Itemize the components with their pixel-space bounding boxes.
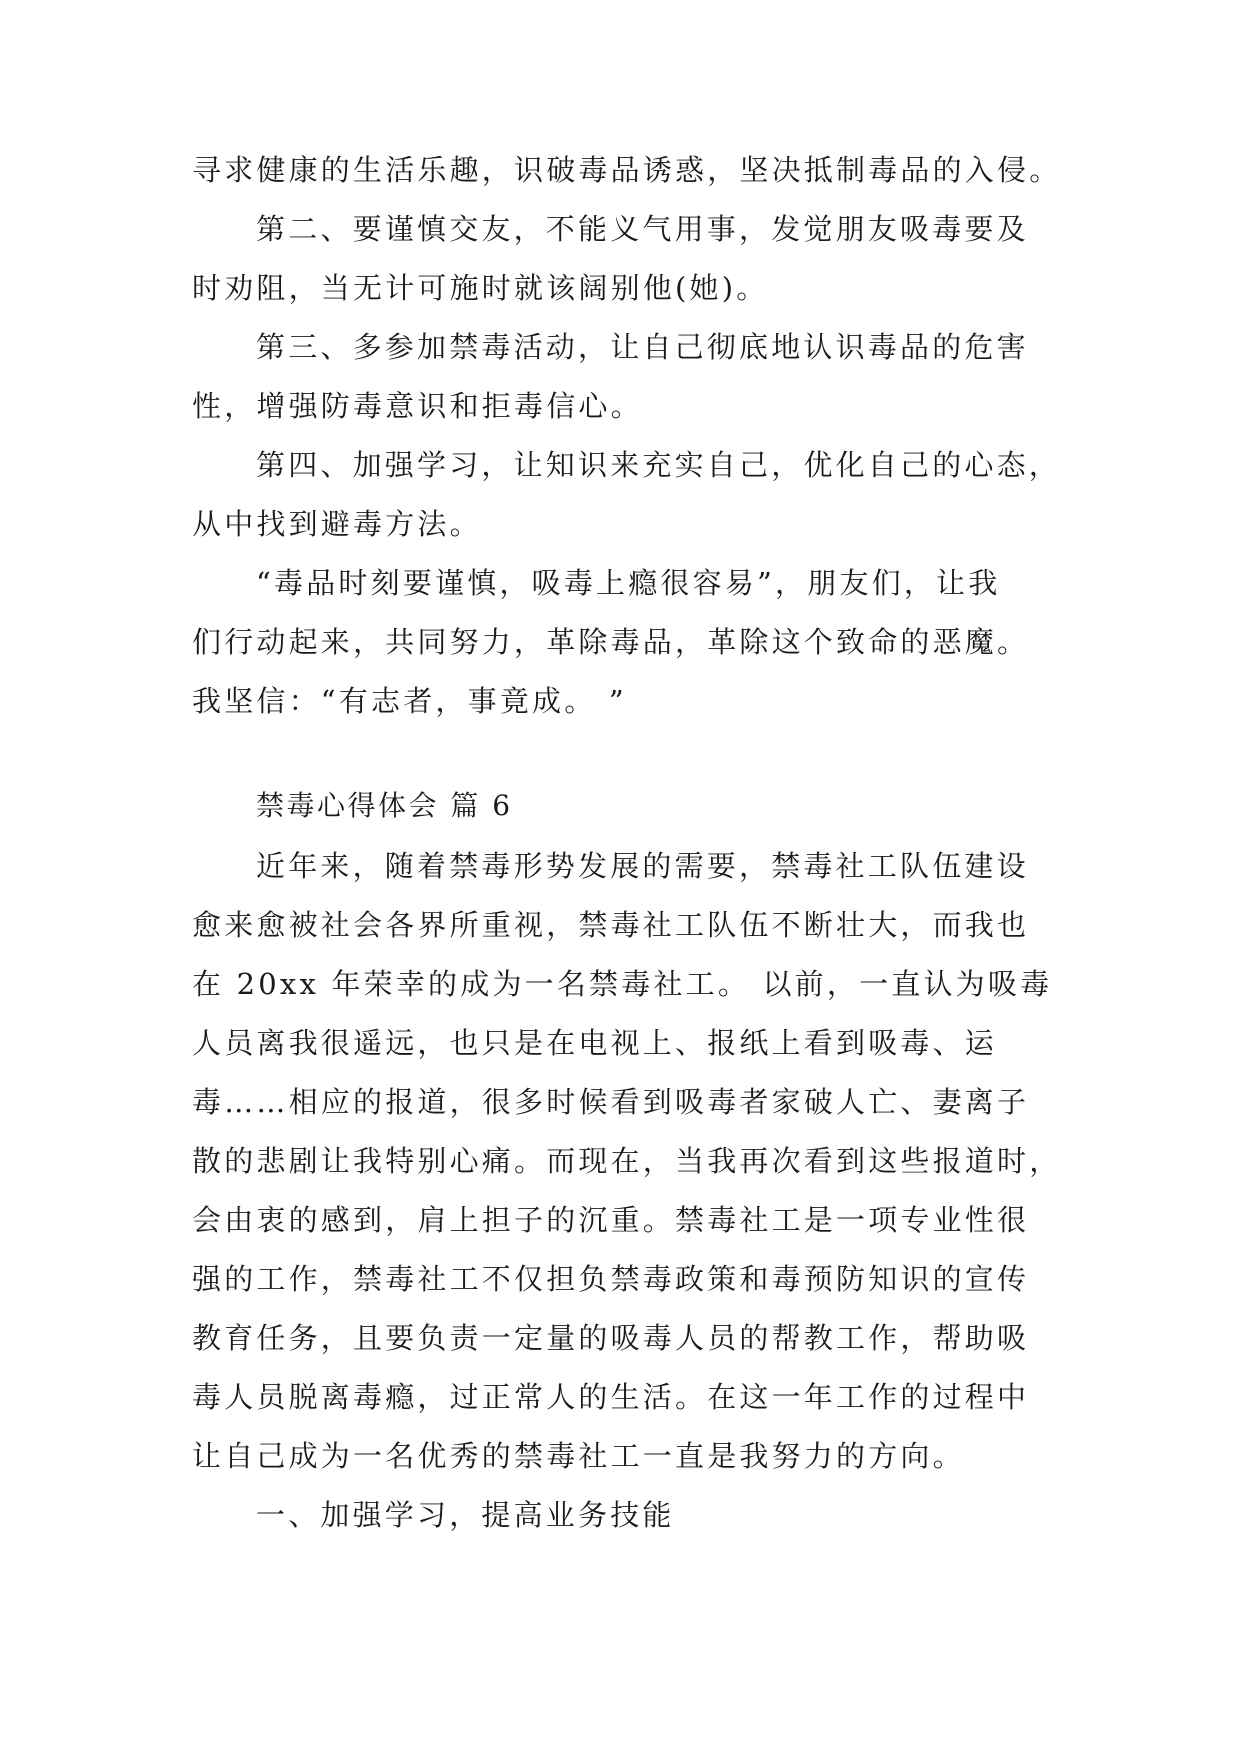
text-line: 愈来愈被社会各界所重视，禁毒社工队伍不断壮大，而我也 (192, 908, 1030, 942)
text-line: 毒……相应的报道，很多时候看到吸毒者家破人亡、妻离子 (192, 1085, 1030, 1119)
text-line: 时劝阻，当无计可施时就该阔别他(她)。 (192, 271, 769, 305)
text-line: 第三、多参加禁毒活动，让自己彻底地认识毒品的危害 (256, 330, 1029, 364)
text-line: 毒人员脱离毒瘾，过正常人的生活。在这一年工作的过程中 (192, 1380, 1030, 1414)
text-line: 在 20xx 年荣幸的成为一名禁毒社工。 以前，一直认为吸毒 (192, 967, 1053, 1001)
text-line: “毒品时刻要谨慎，吸毒上瘾很容易”，朋友们，让我 (256, 566, 1001, 600)
text-line: 寻求健康的生活乐趣，识破毒品诱惑，坚决抵制毒品的入侵。 (192, 153, 1062, 187)
text-line: 人员离我很遥远，也只是在电视上、报纸上看到吸毒、运 (192, 1026, 998, 1060)
text-line: 强的工作，禁毒社工不仅担负禁毒政策和毒预防知识的宣传 (192, 1262, 1030, 1296)
text-line: 从中找到避毒方法。 (192, 507, 482, 541)
text-line: 第四、加强学习，让知识来充实自己，优化自己的心态， (256, 448, 1062, 482)
text-line: 性，增强防毒意识和拒毒信心。 (192, 389, 643, 423)
text-line: 会由衷的感到，肩上担子的沉重。禁毒社工是一项专业性很 (192, 1203, 1030, 1237)
text-line: 们行动起来，共同努力，革除毒品，革除这个致命的恶魔。 (192, 625, 1030, 659)
text-line: 让自己成为一名优秀的禁毒社工一直是我努力的方向。 (192, 1439, 965, 1473)
subsection-heading: 一、加强学习，提高业务技能 (256, 1498, 675, 1532)
text-line: 近年来，随着禁毒形势发展的需要，禁毒社工队伍建设 (256, 849, 1029, 883)
text-line: 教育任务，且要负责一定量的吸毒人员的帮教工作，帮助吸 (192, 1321, 1030, 1355)
text-line: 散的悲剧让我特别心痛。而现在，当我再次看到这些报道时， (192, 1144, 1062, 1178)
section-heading: 禁毒心得体会 篇 6 (256, 789, 513, 822)
text-line: 我坚信：“有志者，事竟成。 ” (192, 684, 627, 718)
text-line: 第二、要谨慎交友，不能义气用事，发觉朋友吸毒要及 (256, 212, 1029, 246)
